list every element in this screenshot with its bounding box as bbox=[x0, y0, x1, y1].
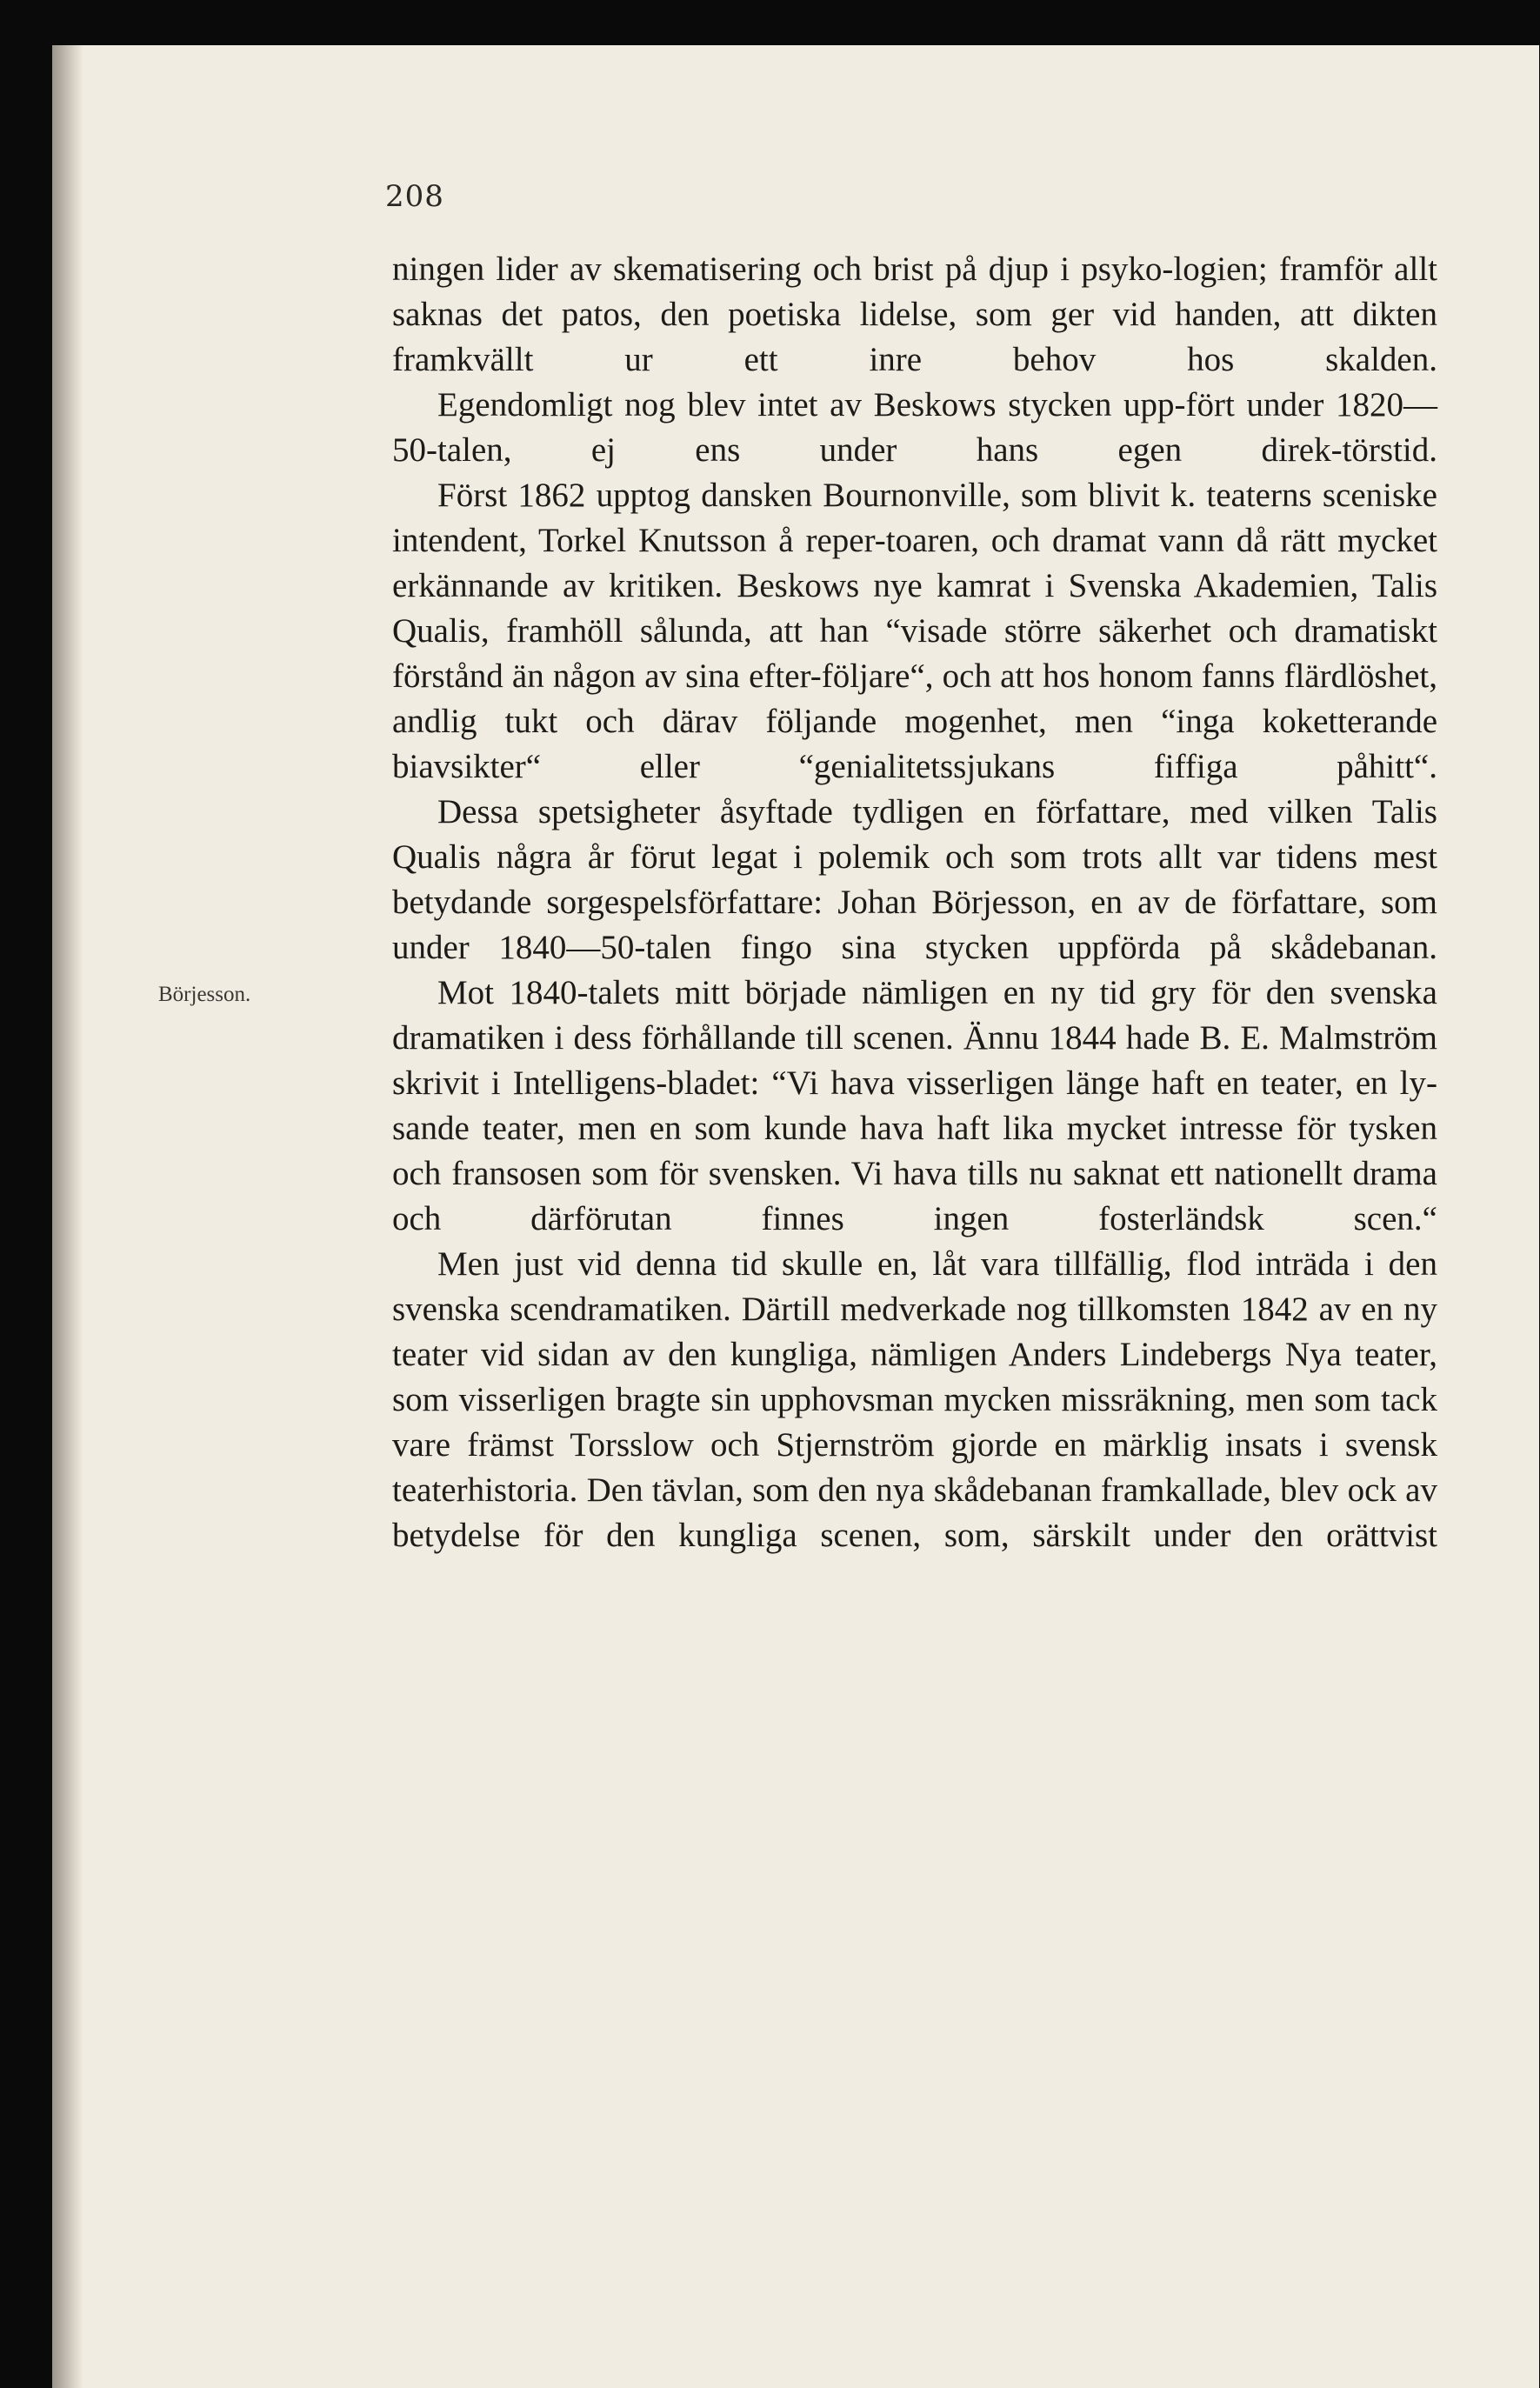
body-text bbox=[392, 247, 1437, 1558]
paragraph: Mot 1840-talets mitt började nämligen en ny tid gry för den svenska dramatiken i dess förhållande till scenen. Ännu 1844 hade B. E. Malmström skrivit i Intelligens-bladet: “Vi hava visserligen länge haft en teater, en ly-sande teater, men en som kunde hava haft lika mycket intresse för tysken och fransosen som för svensken. Vi hava tills nu saknat ett nationellt drama och därförutan finnes ingen fosterländsk scen.“ bbox=[392, 974, 1437, 1237]
margin-note: Börjesson. bbox=[158, 983, 251, 1006]
paragraph: Dessa spetsigheter åsyftade tydligen en författare, med vilken Talis Qualis några år förut legat i polemik och som trots allt var tidens mest betydande sorgespelsförfattare: Johan Börjesson, en av de författare, som under 1840—50-talen fingo sina stycken uppförda på skådebanan. bbox=[392, 793, 1437, 966]
paragraph: Men just vid denna tid skulle en, låt vara tillfällig, flod inträda i den svenska scendramatiken. Därtill medverkade nog tillkomsten 1842 av en ny teater vid sidan av den kungliga, nämligen Anders Lindebergs Nya teater, som visserligen bragte sin upphovsman mycken missräkning, men som tack vare främst Torsslow och Stjernström gjorde en märklig insats i svensk teaterhistoria. Den tävlan, som den nya skådebanan framkallade, blev ock av betydelse för den kungliga scenen, som, särskilt under den orättvist bbox=[392, 1245, 1437, 1554]
paragraph: Först 1862 upptog dansken Bournonville, som blivit k. teaterns sceniske intendent, Torkel Knutsson å reper-toaren, och dramat vann då rätt mycket erkännande av kritiken. Beskows nye kamrat i Svenska Akademien, Talis Qualis, framhöll sålunda, att han “visade större säkerhet och dramatiskt förstånd än någon av sina efter-följare“, och att hos honom fanns flärdlöshet, andlig tukt och därav följande mogenhet, men “inga koketterande biavsikter“ eller “genialitetssjukans fiffiga påhitt“. bbox=[392, 477, 1437, 785]
page-number: 208 bbox=[385, 179, 444, 214]
paragraph: ningen lider av skematisering och brist på djup i psyko-logien; framför allt saknas det patos, den poetiska lidelse, som ger vid handen, att dikten framkvällt ur ett inre behov hos skalden. bbox=[392, 250, 1437, 378]
binding-shadow bbox=[52, 45, 83, 2388]
paragraph: Egendomligt nog blev intet av Beskows stycken upp-fört under 1820—50-talen, ej ens under hans egen direk-törstid. bbox=[392, 386, 1437, 469]
